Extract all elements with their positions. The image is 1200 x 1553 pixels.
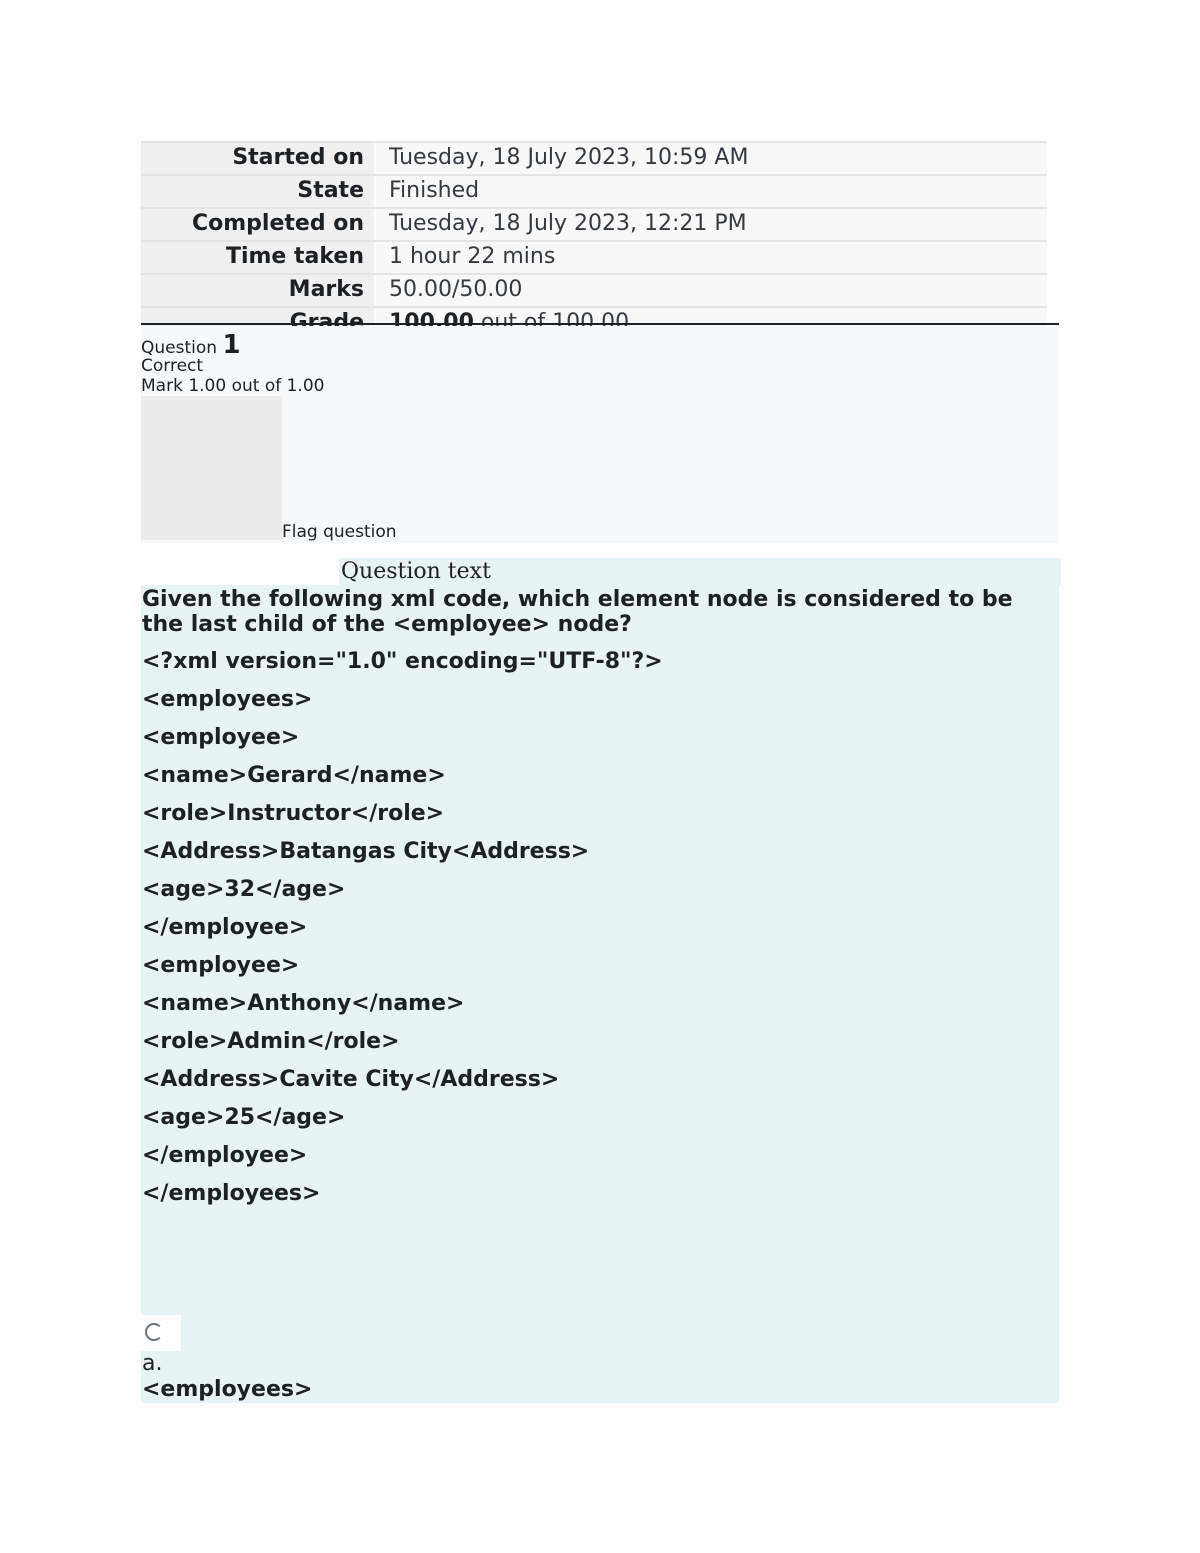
code-line: </employee> [142, 1143, 308, 1168]
code-line: <name>Anthony</name> [142, 991, 465, 1016]
summary-row-state [141, 174, 1047, 207]
summary-row-completed [141, 207, 1047, 240]
code-line: <Address>Cavite City</Address> [142, 1067, 560, 1092]
code-line: <name>Gerard</name> [142, 763, 446, 788]
summary-row-started [141, 141, 1047, 174]
summary-label: Completed on [141, 209, 374, 240]
code-line: <role>Instructor</role> [142, 801, 445, 826]
code-line: <employee> [142, 725, 300, 750]
radio-icon [145, 1323, 163, 1341]
code-line: <age>32</age> [142, 877, 346, 902]
question-text-heading-label: Question text [341, 559, 491, 584]
option-a-radio[interactable] [141, 1315, 181, 1351]
summary-value: 50.00/50.00 [374, 275, 1047, 306]
flag-question-link[interactable]: Flag question [282, 522, 397, 542]
question-text-heading [339, 558, 1061, 585]
attempt-summary [141, 141, 1047, 339]
code-line: <employee> [142, 953, 300, 978]
code-line: <age>25</age> [142, 1105, 346, 1130]
summary-label: Started on [141, 143, 374, 174]
summary-divider [141, 323, 1059, 325]
option-a-text[interactable]: <employees> [142, 1377, 313, 1402]
question-number-value: 1 [222, 330, 241, 360]
summary-label: Time taken [141, 242, 374, 273]
summary-value: Tuesday, 18 July 2023, 12:21 PM [374, 209, 1047, 240]
summary-value: 1 hour 22 mins [374, 242, 1047, 273]
code-line: </employees> [142, 1181, 321, 1206]
code-line: <?xml version="1.0" encoding="UTF-8"?> [142, 649, 663, 674]
summary-label: Marks [141, 275, 374, 306]
question-content [141, 585, 1059, 1403]
question-info [141, 326, 1059, 543]
question-mark: Mark 1.00 out of 1.00 [141, 376, 325, 396]
question-label: Question [141, 338, 223, 358]
code-line: <role>Admin</role> [142, 1029, 400, 1054]
summary-label: State [141, 176, 374, 207]
code-line: <employees> [142, 687, 313, 712]
summary-value: Finished [374, 176, 1047, 207]
summary-row-marks [141, 273, 1047, 306]
flag-icon[interactable] [141, 396, 282, 540]
option-a-letter: a. [142, 1351, 163, 1376]
question-prompt: Given the following xml code, which element node is considered to be the last child of the <employee> node? [142, 587, 1013, 637]
code-line: </employee> [142, 915, 308, 940]
summary-value: Tuesday, 18 July 2023, 10:59 AM [374, 143, 1047, 174]
code-line: <Address>Batangas City<Address> [142, 839, 590, 864]
summary-row-time [141, 240, 1047, 273]
question-state: Correct [141, 356, 204, 376]
